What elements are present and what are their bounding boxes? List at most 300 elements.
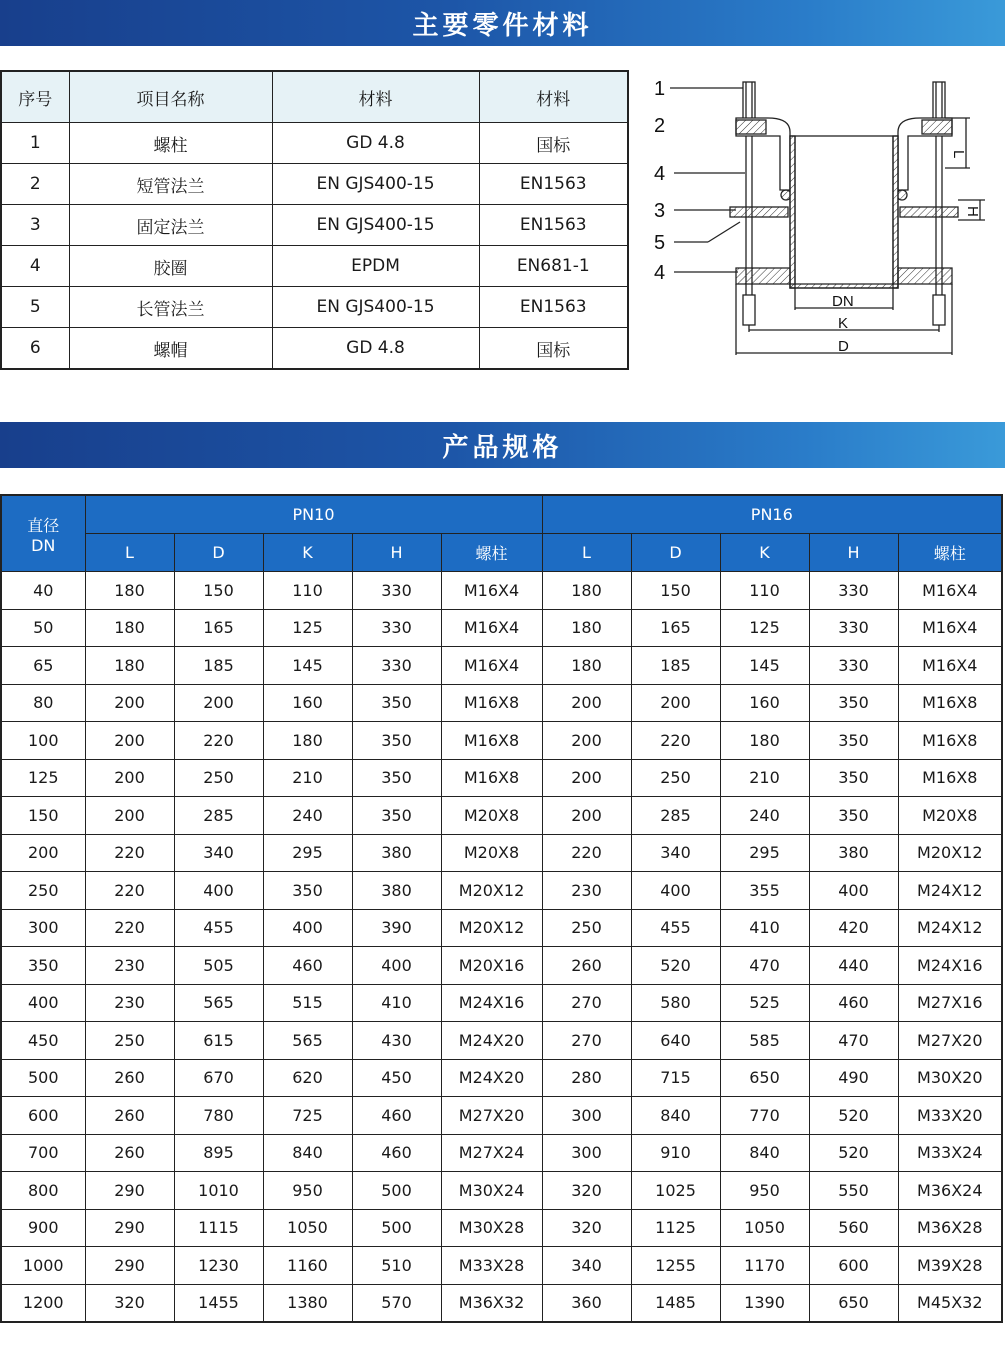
spec-row [1,1097,1002,1135]
spec-cell: 200 [85,759,174,797]
spec-cell: 410 [352,984,441,1022]
spec-row [1,1247,1002,1285]
spec-cell: 410 [720,909,809,947]
spec-cell: 840 [720,1134,809,1172]
spec-cell: 350 [809,722,898,760]
parts-row [1,246,628,287]
spec-row [1,909,1002,947]
spec-cell: 260 [85,1097,174,1135]
spec-cell: 400 [352,947,441,985]
callout-label-5: 5 [654,232,666,254]
spec-cell: 180 [85,572,174,610]
section-title-materials: 主要零件材料 [0,0,1005,46]
spec-cell: 840 [631,1097,720,1135]
spec-cell: 220 [542,834,631,872]
spec-cell: 455 [631,909,720,947]
spec-cell: 400 [263,909,352,947]
spec-cell: M27X20 [441,1097,542,1135]
spec-cell: M20X12 [441,909,542,947]
spec-cell: 150 [1,797,85,835]
spec-cell: M27X16 [898,984,1002,1022]
spec-cell: 1255 [631,1247,720,1285]
spec-cell: 560 [809,1209,898,1247]
spec-cell: 220 [85,834,174,872]
spec-cell: 220 [85,872,174,910]
spec-cell: 350 [809,684,898,722]
spec-cell: 150 [174,572,263,610]
spec-cell: 840 [263,1134,352,1172]
spec-cell: 200 [85,797,174,835]
spec-row [1,684,1002,722]
parts-cell: 2 [1,164,69,205]
spec-cell: 615 [174,1022,263,1060]
parts-cell: EN1563 [479,164,628,205]
spec-cell: 200 [85,722,174,760]
parts-materials-table [0,70,629,370]
dim-label-d: D [838,338,849,355]
spec-row [1,872,1002,910]
spec-cell: 725 [263,1097,352,1135]
spec-cell: 355 [720,872,809,910]
spec-cell: 295 [263,834,352,872]
spec-cell: 165 [174,609,263,647]
spec-cell: M27X24 [441,1134,542,1172]
spec-cell: 320 [542,1172,631,1210]
spec-cell: 1125 [631,1209,720,1247]
spec-cell: 180 [263,722,352,760]
spec-cell: M16X8 [898,759,1002,797]
spec-cell: 380 [809,834,898,872]
spec-cell: 500 [352,1209,441,1247]
spec-cell: 340 [174,834,263,872]
spec-cell: 350 [809,797,898,835]
spec-cell: 1230 [174,1247,263,1285]
spec-cell: 350 [352,722,441,760]
spec-cell: M24X12 [898,872,1002,910]
spec-cell: 1115 [174,1209,263,1247]
spec-cell: 780 [174,1097,263,1135]
dim-label-k: K [838,315,849,332]
spec-cell: 380 [352,834,441,872]
spec-cell: 500 [352,1172,441,1210]
spec-row [1,572,1002,610]
coupling-cross-section-diagram [640,70,1000,370]
spec-cell: 1050 [263,1209,352,1247]
parts-row [1,123,628,164]
spec-cell: 400 [631,872,720,910]
spec-cell: 505 [174,947,263,985]
spec-cell: M24X12 [898,909,1002,947]
callout-label-4b: 4 [654,262,666,284]
spec-cell: M16X4 [898,647,1002,685]
parts-cell: EN681-1 [479,246,628,287]
spec-cell: 1010 [174,1172,263,1210]
spec-cell: 200 [174,684,263,722]
callout-label-1: 1 [654,78,666,100]
parts-header-cell: 材料 [272,71,479,123]
spec-cell: 455 [174,909,263,947]
spec-cell: 250 [174,759,263,797]
spec-cell: 150 [631,572,720,610]
spec-cell: M16X4 [441,647,542,685]
pn16-header: PN16 [542,495,1002,534]
spec-cell: 330 [809,647,898,685]
spec-cell: 620 [263,1059,352,1097]
spec-cell: 180 [85,609,174,647]
spec-cell: 565 [174,984,263,1022]
spec-row [1,797,1002,835]
spec-cell: 650 [809,1284,898,1322]
spec-subheader-cell: D [174,534,263,572]
spec-cell: 230 [85,947,174,985]
spec-cell: M20X12 [441,872,542,910]
spec-cell: 565 [263,1022,352,1060]
parts-cell: 6 [1,328,69,370]
spec-cell: 330 [352,609,441,647]
spec-cell: M39X28 [898,1247,1002,1285]
parts-cell: 3 [1,205,69,246]
spec-cell: 1050 [720,1209,809,1247]
spec-cell: 350 [1,947,85,985]
parts-cell: 螺柱 [69,123,272,164]
spec-cell: 330 [352,572,441,610]
spec-cell: 350 [263,872,352,910]
dim-label-dn: DN [832,293,854,310]
callout-label-3: 3 [654,200,666,222]
spec-cell: M16X8 [441,759,542,797]
spec-cell: 550 [809,1172,898,1210]
spec-cell: 895 [174,1134,263,1172]
spec-cell: 230 [85,984,174,1022]
spec-subheader-cell: L [85,534,174,572]
spec-cell: 670 [174,1059,263,1097]
spec-row [1,759,1002,797]
parts-cell: 1 [1,123,69,164]
parts-cell: EN1563 [479,287,628,328]
spec-cell: M24X16 [898,947,1002,985]
spec-cell: 290 [85,1209,174,1247]
spec-cell: 290 [85,1247,174,1285]
dim-label-l: L [950,150,967,159]
spec-subheader-cell: K [720,534,809,572]
spec-cell: 800 [1,1172,85,1210]
parts-cell: GD 4.8 [272,328,479,370]
parts-cell: EN1563 [479,205,628,246]
spec-cell: 520 [809,1134,898,1172]
spec-cell: 250 [631,759,720,797]
callout-label-2: 2 [654,115,666,137]
spec-cell: 200 [631,684,720,722]
spec-cell: 700 [1,1134,85,1172]
spec-cell: 110 [263,572,352,610]
spec-cell: M45X32 [898,1284,1002,1322]
spec-cell: 295 [720,834,809,872]
spec-row [1,609,1002,647]
spec-cell: 1160 [263,1247,352,1285]
spec-cell: 145 [263,647,352,685]
spec-cell: 200 [542,797,631,835]
spec-row [1,1284,1002,1322]
spec-cell: 360 [542,1284,631,1322]
spec-subheader-cell: H [352,534,441,572]
spec-cell: 110 [720,572,809,610]
spec-cell: 350 [352,759,441,797]
parts-cell: 长管法兰 [69,287,272,328]
spec-cell: 240 [263,797,352,835]
spec-cell: M24X20 [441,1022,542,1060]
spec-cell: 400 [1,984,85,1022]
spec-cell: 160 [720,684,809,722]
spec-cell: 770 [720,1097,809,1135]
dn-header: 直径 DN [1,495,85,572]
spec-cell: 400 [174,872,263,910]
spec-cell: 520 [631,947,720,985]
spec-row [1,1209,1002,1247]
parts-cell: 4 [1,246,69,287]
spec-cell: 180 [85,647,174,685]
spec-cell: 65 [1,647,85,685]
parts-cell: 国标 [479,328,628,370]
spec-cell: M20X8 [441,797,542,835]
spec-cell: 100 [1,722,85,760]
spec-subheader-cell: 螺柱 [441,534,542,572]
spec-cell: 180 [542,572,631,610]
parts-header-cell: 序号 [1,71,69,123]
spec-cell: 270 [542,984,631,1022]
dim-label-h: H [964,206,981,217]
spec-cell: 185 [174,647,263,685]
spec-cell: M16X8 [441,722,542,760]
spec-cell: 400 [809,872,898,910]
spec-cell: 440 [809,947,898,985]
spec-cell: M20X8 [441,834,542,872]
spec-cell: 210 [720,759,809,797]
spec-cell: 260 [85,1134,174,1172]
spec-cell: 270 [542,1022,631,1060]
spec-cell: M24X16 [441,984,542,1022]
parts-cell: 短管法兰 [69,164,272,205]
spec-cell: M24X20 [441,1059,542,1097]
spec-cell: 300 [542,1097,631,1135]
pn10-header: PN10 [85,495,542,534]
spec-cell: 515 [263,984,352,1022]
spec-cell: 220 [174,722,263,760]
parts-row [1,164,628,205]
spec-cell: 185 [631,647,720,685]
spec-cell: M16X4 [441,572,542,610]
spec-cell: 1485 [631,1284,720,1322]
parts-cell: 固定法兰 [69,205,272,246]
spec-cell: M16X4 [898,572,1002,610]
spec-cell: 470 [809,1022,898,1060]
spec-cell: 460 [352,1134,441,1172]
spec-cell: 125 [720,609,809,647]
spec-cell: 390 [352,909,441,947]
spec-cell: 350 [352,797,441,835]
spec-cell: 200 [542,759,631,797]
spec-cell: 715 [631,1059,720,1097]
spec-cell: 250 [85,1022,174,1060]
spec-cell: 460 [263,947,352,985]
parts-cell: 5 [1,287,69,328]
parts-row [1,328,628,370]
spec-cell: 160 [263,684,352,722]
spec-cell: 450 [1,1022,85,1060]
callout-label-4a: 4 [654,163,666,185]
spec-cell: M33X20 [898,1097,1002,1135]
spec-cell: 285 [631,797,720,835]
spec-cell: 580 [631,984,720,1022]
spec-cell: 450 [352,1059,441,1097]
spec-cell: 200 [542,684,631,722]
spec-cell: 910 [631,1134,720,1172]
spec-cell: M20X16 [441,947,542,985]
product-spec-table [0,494,1003,1323]
parts-cell: EN GJS400-15 [272,164,479,205]
spec-cell: M20X12 [898,834,1002,872]
spec-cell: 240 [720,797,809,835]
spec-subheader-cell: K [263,534,352,572]
spec-cell: 350 [352,684,441,722]
spec-cell: 330 [809,609,898,647]
spec-cell: M30X20 [898,1059,1002,1097]
spec-cell: 900 [1,1209,85,1247]
spec-cell: 330 [809,572,898,610]
spec-cell: 585 [720,1022,809,1060]
spec-subheader-cell: L [542,534,631,572]
spec-cell: 220 [85,909,174,947]
spec-cell: M36X28 [898,1209,1002,1247]
parts-cell: 胶圈 [69,246,272,287]
spec-cell: 210 [263,759,352,797]
spec-cell: 285 [174,797,263,835]
spec-cell: 300 [1,909,85,947]
spec-cell: 330 [352,647,441,685]
parts-header-cell: 材料 [479,71,628,123]
spec-cell: 145 [720,647,809,685]
spec-cell: 350 [809,759,898,797]
parts-cell: 国标 [479,123,628,164]
spec-subheader-cell: 螺柱 [898,534,1002,572]
parts-cell: EPDM [272,246,479,287]
spec-cell: 180 [542,647,631,685]
spec-row [1,1172,1002,1210]
spec-cell: M30X24 [441,1172,542,1210]
spec-cell: 510 [352,1247,441,1285]
spec-cell: 165 [631,609,720,647]
parts-cell: GD 4.8 [272,123,479,164]
spec-cell: 340 [631,834,720,872]
spec-cell: 650 [720,1059,809,1097]
spec-cell: M16X4 [898,609,1002,647]
spec-cell: 125 [1,759,85,797]
spec-cell: 525 [720,984,809,1022]
spec-cell: 1170 [720,1247,809,1285]
spec-cell: 470 [720,947,809,985]
spec-cell: M16X8 [898,684,1002,722]
spec-cell: 490 [809,1059,898,1097]
spec-cell: M20X8 [898,797,1002,835]
spec-cell: 300 [542,1134,631,1172]
spec-cell: M16X8 [898,722,1002,760]
spec-cell: 570 [352,1284,441,1322]
spec-row [1,834,1002,872]
spec-cell: 180 [720,722,809,760]
spec-cell: 125 [263,609,352,647]
spec-cell: 430 [352,1022,441,1060]
section-title-specifications: 产品规格 [0,422,1005,468]
spec-row [1,984,1002,1022]
spec-cell: 1200 [1,1284,85,1322]
spec-cell: 950 [720,1172,809,1210]
spec-cell: 200 [542,722,631,760]
spec-cell: 180 [542,609,631,647]
parts-row [1,205,628,246]
spec-cell: 380 [352,872,441,910]
spec-cell: 320 [85,1284,174,1322]
spec-cell: 420 [809,909,898,947]
spec-cell: 1390 [720,1284,809,1322]
spec-cell: 950 [263,1172,352,1210]
spec-cell: 320 [542,1209,631,1247]
spec-subheader-cell: H [809,534,898,572]
spec-subheader-cell: D [631,534,720,572]
spec-cell: 280 [542,1059,631,1097]
spec-cell: 260 [85,1059,174,1097]
spec-cell: 250 [542,909,631,947]
spec-cell: 200 [85,684,174,722]
spec-cell: M36X24 [898,1172,1002,1210]
spec-cell: 640 [631,1022,720,1060]
parts-header-cell: 项目名称 [69,71,272,123]
parts-cell: 螺帽 [69,328,272,370]
spec-cell: 460 [809,984,898,1022]
spec-row [1,1022,1002,1060]
spec-cell: 200 [1,834,85,872]
spec-cell: 230 [542,872,631,910]
spec-cell: 260 [542,947,631,985]
parts-cell: EN GJS400-15 [272,205,479,246]
spec-cell: M16X4 [441,609,542,647]
spec-cell: 340 [542,1247,631,1285]
spec-cell: M33X24 [898,1134,1002,1172]
spec-cell: 1380 [263,1284,352,1322]
spec-row [1,947,1002,985]
spec-cell: 80 [1,684,85,722]
spec-row [1,647,1002,685]
spec-row [1,1059,1002,1097]
spec-cell: 50 [1,609,85,647]
parts-row [1,287,628,328]
spec-cell: M36X32 [441,1284,542,1322]
spec-cell: 600 [809,1247,898,1285]
spec-row [1,722,1002,760]
spec-cell: M27X20 [898,1022,1002,1060]
spec-cell: 220 [631,722,720,760]
spec-cell: 250 [1,872,85,910]
spec-cell: 1000 [1,1247,85,1285]
spec-row [1,1134,1002,1172]
spec-cell: 500 [1,1059,85,1097]
spec-cell: M33X28 [441,1247,542,1285]
spec-cell: 1455 [174,1284,263,1322]
spec-cell: 460 [352,1097,441,1135]
spec-cell: 40 [1,572,85,610]
spec-cell: 1025 [631,1172,720,1210]
spec-cell: M16X8 [441,684,542,722]
spec-cell: M30X28 [441,1209,542,1247]
parts-cell: EN GJS400-15 [272,287,479,328]
